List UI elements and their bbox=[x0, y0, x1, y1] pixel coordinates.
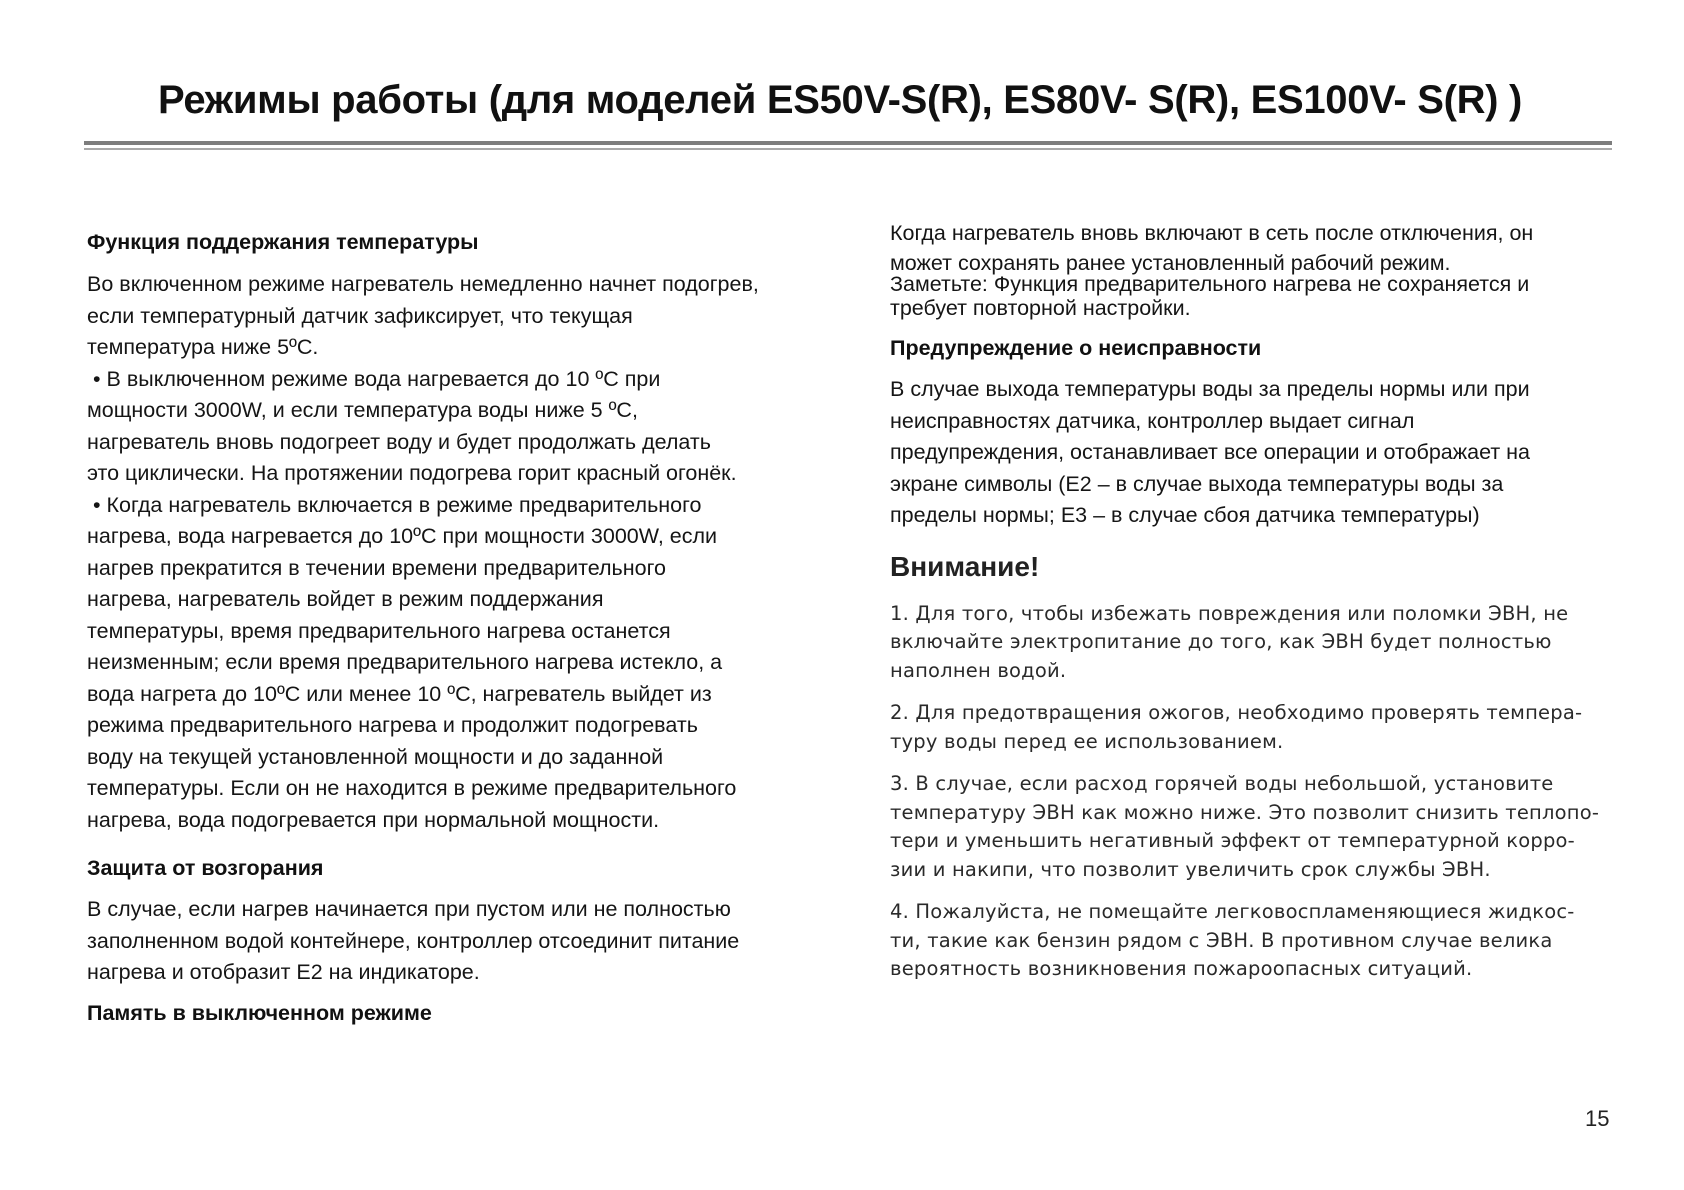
text-line: зии и накипи, что позволит увеличить срок службы ЭВН. bbox=[890, 857, 1491, 881]
text-line: • Когда нагреватель включается в режиме предварительного bbox=[93, 492, 702, 517]
text-line: неизменным; если время предварительного нагрева истекло, а bbox=[87, 650, 723, 674]
text-line: • В выключенном режиме вода нагревается до 10 ºС при bbox=[93, 366, 661, 391]
text-line: неисправностях датчика, контроллер выдает сигнал bbox=[890, 408, 1415, 433]
text-line: наполнен водой. bbox=[890, 658, 1067, 682]
text-line: температуру ЭВН как можно ниже. Это позволит снизить теплопо- bbox=[890, 800, 1600, 824]
text-line: если температурный датчик зафиксирует, что текущая bbox=[87, 303, 633, 328]
text-line: предупреждения, останавливает все операции и отображает на bbox=[890, 440, 1530, 464]
text-line: пределы нормы; Е3 – в случае сбоя датчика температуры) bbox=[890, 503, 1480, 527]
left-column bbox=[87, 228, 827, 1027]
memory-heading: Память в выключенном режиме bbox=[87, 1000, 432, 1025]
attention-item-3 bbox=[890, 770, 1620, 884]
fault-warning-heading: Предупреждение о неисправности bbox=[890, 336, 1262, 360]
text-line: заполненном водой контейнере, контроллер отсоединит питание bbox=[87, 928, 740, 953]
temp-support-bullet-off bbox=[87, 364, 827, 490]
title-rule-thin bbox=[84, 148, 1612, 150]
text-line: вероятность возникновения пожароопасных ситуаций. bbox=[890, 957, 1473, 980]
text-line: Во включенном режиме нагреватель немедленно начнет подогрев, bbox=[87, 272, 759, 296]
text-line: В случае, если нагрев начинается при пустом или не полностью bbox=[87, 897, 731, 921]
memory-text bbox=[890, 218, 1620, 278]
right-column bbox=[890, 221, 1620, 984]
text-line: Заметьте: Функция предварительного нагрева не сохраняется и bbox=[890, 272, 1530, 296]
text-line: воду на текущей установленной мощности и до заданной bbox=[87, 744, 664, 769]
text-line: нагрева, вода нагревается до 10ºС при мощности 3000W, если bbox=[87, 524, 718, 548]
text-line: мощности 3000W, и если температура воды ниже 5 ºС, bbox=[87, 398, 638, 422]
text-line: включайте электропитание до того, как ЭВН будет полностью bbox=[890, 630, 1552, 653]
text-line: ти, такие как бензин рядом с ЭВН. В противном случае велика bbox=[890, 928, 1553, 952]
text-line: это циклически. На протяжении подогрева горит красный огонёк. bbox=[87, 461, 737, 485]
text-line: 4. Пожалуйста, не помещайте легковоспламеняющиеся жидкос- bbox=[890, 900, 1575, 923]
text-line: вода нагрета до 10ºС или менее 10 ºС, нагреватель выйдет из bbox=[87, 681, 712, 706]
text-line: температура ниже 5ºС. bbox=[87, 335, 319, 359]
page-title: Режимы работы (для моделей ES50V-S(R), ES80V- S(R), ES100V- S(R) ) bbox=[158, 78, 1523, 122]
fire-protection-text bbox=[87, 894, 827, 989]
text-line: может сохранять ранее установленный рабочий режим. bbox=[890, 251, 1451, 275]
text-line: температуры. Если он не находится в режиме предварительного bbox=[87, 776, 737, 800]
text-line: режима предварительного нагрева и продолжит подогревать bbox=[87, 713, 698, 737]
text-line: Когда нагреватель вновь включают в сеть после отключения, он bbox=[890, 221, 1534, 245]
text-line: 1. Для того, чтобы избежать повреждения или поломки ЭВН, не bbox=[890, 601, 1569, 625]
temp-support-heading: Функция поддержания температуры bbox=[87, 230, 479, 254]
fire-protection-heading: Защита от возгорания bbox=[87, 856, 324, 880]
page-number: 15 bbox=[1585, 1106, 1610, 1131]
fault-warning-text bbox=[890, 374, 1620, 532]
title-rule-thick bbox=[84, 141, 1612, 145]
attention-item-4 bbox=[890, 898, 1620, 984]
attention-title: Внимание! bbox=[890, 550, 1040, 582]
text-line: В случае выхода температуры воды за пределы нормы или при bbox=[890, 377, 1530, 401]
attention-item-2 bbox=[890, 699, 1620, 756]
text-line: нагрева, вода подогревается при нормальной мощности. bbox=[87, 807, 660, 832]
temp-support-bullet-preheat bbox=[87, 490, 827, 837]
temp-support-intro bbox=[87, 269, 827, 364]
memory-note bbox=[890, 272, 1620, 320]
text-line: тери и уменьшить негативный эффект от температурной корро- bbox=[890, 829, 1575, 852]
text-line: требует повторной настройки. bbox=[890, 296, 1191, 320]
text-line: температуры, время предварительного нагрева останется bbox=[87, 618, 671, 643]
text-line: туру воды перед ее использованием. bbox=[890, 729, 1284, 753]
text-line: экране символы (Е2 – в случае выхода температуры воды за bbox=[890, 471, 1504, 496]
text-line: нагрева и отобразит Е2 на индикаторе. bbox=[87, 960, 480, 984]
text-line: нагрева, нагреватель войдет в режим поддержания bbox=[87, 587, 604, 611]
text-line: 3. В случае, если расход горячей воды небольшой, установите bbox=[890, 772, 1554, 795]
attention-item-1 bbox=[890, 600, 1620, 686]
text-line: нагрев прекратится в течении времени предварительного bbox=[87, 555, 666, 580]
text-line: 2. Для предотвращения ожогов, необходимо проверять темпера- bbox=[890, 701, 1583, 724]
text-line: нагреватель вновь подогреет воду и будет продолжать делать bbox=[87, 429, 711, 454]
